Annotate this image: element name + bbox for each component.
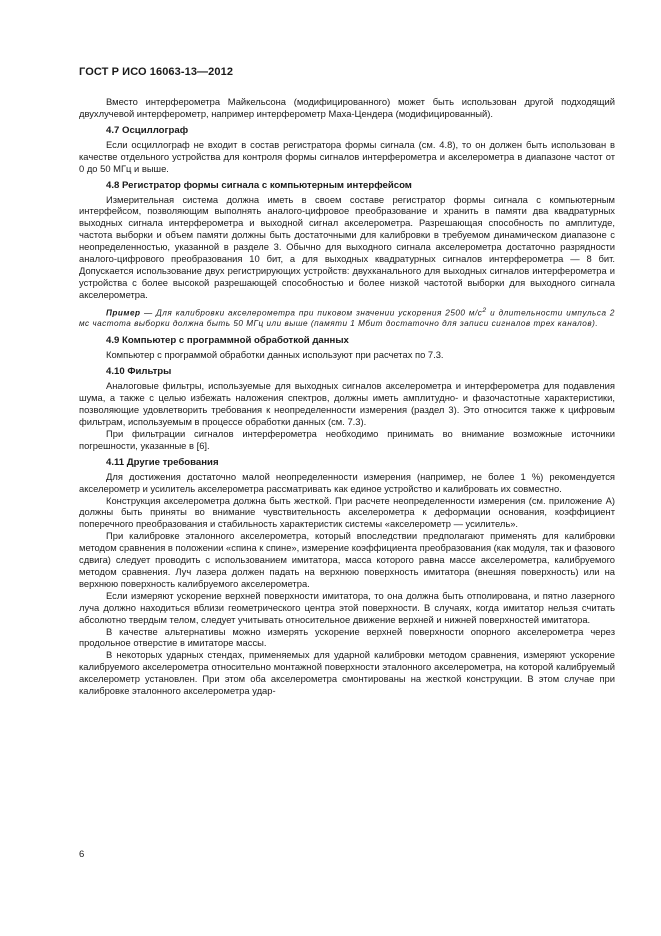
paragraph: Аналоговые фильтры, используемые для выходных сигналов акселерометра и интерферометра для подавления шума, а также с целью избежать наложения спектров, должны иметь амплитудно- и фазочастотные характеристики, позволяющие удовлетворить требования к неопределенности измерения (раздел 3). Это относится также к цифровым фильтрам, используемым в процессе обработки данных (см. 7.3). <box>79 380 615 428</box>
paragraph: В некоторых ударных стендах, применяемых для ударной калибровки методом сравнения, измеряют ускорение калибруемого акселерометра относительно монтажной поверхности эталонного акселерометра, на которой калибруемый акселерометр установлен. При этом оба акселерометра смонтированы на жесткой конструкции. В этом случае при калибровке эталонного акселерометра удар- <box>79 649 615 697</box>
example-text-b: и длительности импульса 2 мс частота выборки должна быть 50 МГц или выше (памяти 1 Мбит достаточно для записи сигналов трех каналов). <box>79 308 615 329</box>
section-heading-4-9: 4.9 Компьютер с программной обработкой данных <box>106 335 349 347</box>
paragraph: Если измеряют ускорение верхней поверхности имитатора, то она должна быть отполирована, и пятно лазерного луча должно находиться вблизи геометрического центра этой поверхности. В случаях, когда имитатор нельзя считать абсолютно твердым телом, следует учитывать относительное движение верхней и нижней поверхностей имитатора. <box>79 589 615 625</box>
page-number: 6 <box>79 849 85 860</box>
section-heading-4-7: 4.7 Осциллограф <box>106 124 189 136</box>
paragraph: При фильтрации сигналов интерферометра необходимо принимать во внимание возможные источники погрешности, указанные в [6]. <box>79 427 615 451</box>
standard-header: ГОСТ Р ИСО 16063-13—2012 <box>79 66 234 78</box>
example-label: Пример <box>106 308 141 318</box>
paragraph: В качестве альтернативы можно измерять ускорение верхней поверхности опорного акселерометра через продольное отверстие в имитаторе массы. <box>79 625 615 649</box>
paragraph: Компьютер с программой обработки данных используют при расчетах по 7.3. <box>106 349 444 361</box>
example-text-a: — Для калибровки акселерометра при пиковом значении ускорения 2500 м/с <box>140 308 483 318</box>
paragraph: Конструкция акселерометра должна быть жесткой. При расчете неопределенности измерения (см. приложение А) должны быть приняты во внимание чувствительность акселерометра к деформации основания, коэффициент поперечного преобразования и стабильность характеристик системы «акселерометр — усилитель». <box>79 494 615 530</box>
section-heading-4-8: 4.8 Регистратор формы сигнала с компьютерным интерфейсом <box>106 179 412 191</box>
paragraph: Вместо интерферометра Майкельсона (модифицированного) может быть использован другой подходящий двухлучевой интерферометр, например интерферометр Маха-Цендера (модифицированный). <box>79 96 615 119</box>
section-heading-4-11: 4.11 Другие требования <box>106 456 219 468</box>
paragraph: Для достижения достаточно малой неопределенности измерения (например, не более 1 %) рекомендуется акселерометр и усилитель акселерометра рассматривать как единое устройство и калибровать их совместно. <box>79 470 615 494</box>
example-note <box>79 305 615 330</box>
example-superscript: 2 <box>482 306 487 314</box>
paragraph: Если осциллограф не входит в состав регистратора формы сигнала (см. 4.8), то он должен быть использован в качестве отдельного устройства для контроля формы сигналов интерферометра и акселерометра в диапазоне частот от 0 до 50 МГц и выше. <box>79 138 615 174</box>
section-heading-4-10: 4.10 Фильтры <box>106 366 172 378</box>
paragraph: Измерительная система должна иметь в своем составе регистратор формы сигнала с компьютерным интерфейсом, позволяющим выполнять аналого-цифровое преобразование и хранить в памяти два квадратурных выходных сигнала интерферометра и выходной сигнал акселерометра. Разрешающая способность по амплитуде, частота выборки и объем памяти должны быть достаточными для калибровки в требуемом динамическом диапазоне с неопределенностью, указанной в разделе 3. Обычно для выходного сигнала акселерометра достаточно разрядности аналого-цифрового преобразования 10 бит, а для выходных квадратурных сигналов интерферометра — 8 бит. Допускается использование двух регистрирующих устройств: двухканального для выходных сигналов интерферометра и устройства с более высокой разрешающей способностью и более низкой частотой выборки для выходного сигнала акселерометра. <box>79 193 615 300</box>
paragraph: При калибровке эталонного акселерометра, который впоследствии предполагают применять для калибровки методом сравнения в положении «спина к спине», измерение коэффициента преобразования (как модуля, так и фазового сдвига) следует проводить с использованием имитатора, масса которого равна массе акселерометра, калибруемого методом сравнения. Луч лазера должен падать на верхнюю поверхность имитатора (внешняя поверхность) или на верхнюю поверхность калибруемого акселерометра. <box>79 530 615 589</box>
document-body <box>79 96 615 697</box>
